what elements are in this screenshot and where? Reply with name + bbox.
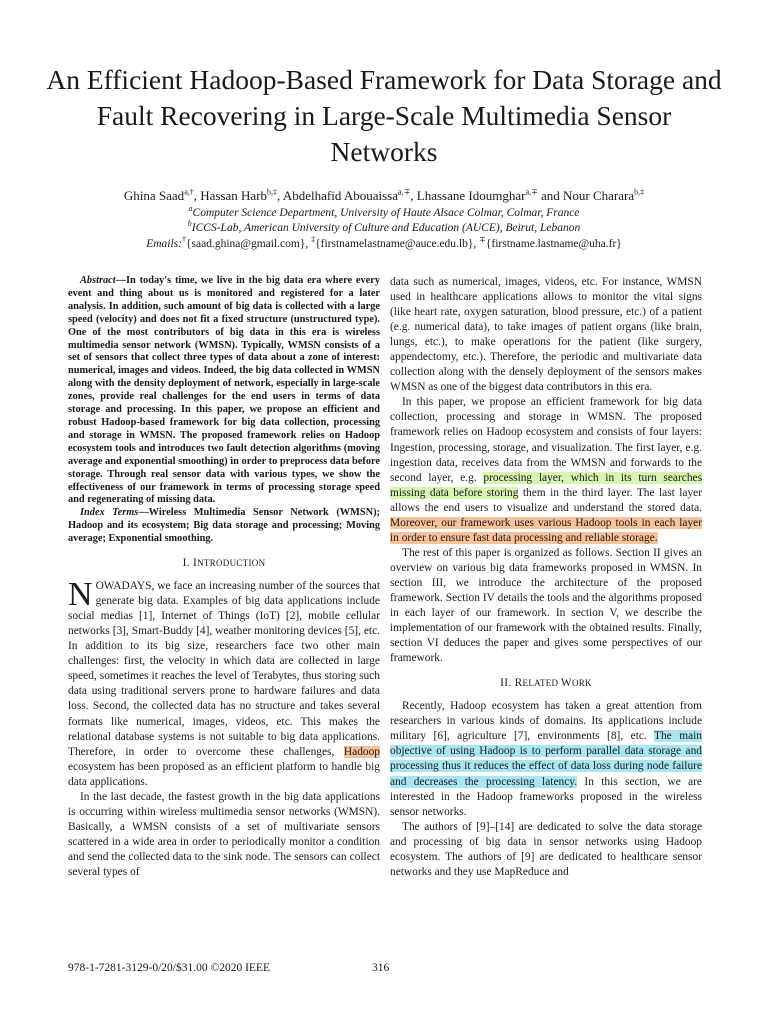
body-text: Recently, Hadoop ecosystem has taken a great attention from researchers in various kinds of domains. Its applications include military [6], agriculture [7], environments [8], etc. [390, 700, 702, 743]
section-title-initial: R [514, 677, 523, 690]
body-text: In this paper, we propose an efficient framework for big data collection, processing and storage in WMSN. The proposed framework relies on Hadoop ecosystem and consists of four layers: Ingestion, processing, storage, and visualization. The first layer, e.g. ingestion data, receives data from the WMSN and forwards to the second layer, e.g. [390, 396, 702, 484]
related-paragraph-1 [390, 699, 702, 819]
author-name: Lhassane Idoumghar [416, 188, 526, 203]
affiliation-a [20, 206, 748, 220]
email-mark: † [181, 235, 186, 245]
affiliation-mark: b [187, 219, 192, 229]
abstract-label: Abstract [80, 275, 116, 286]
email-link[interactable]: {saad.ghina@gmail.com} [185, 238, 306, 250]
author-name: Abdelhafid Abouaissa [282, 188, 399, 203]
email-mark: ‡ [311, 235, 316, 245]
email-mark: ∓ [479, 235, 486, 245]
page-number: 316 [372, 962, 390, 974]
highlight-hadoop[interactable]: Hadoop [343, 745, 380, 758]
section-title-initial: I [193, 557, 198, 570]
paper-title: An Efficient Hadoop-Based Framework for Data Storage and Fault Recovering in Large-Scale Multimedia Sensor Networks [46, 64, 722, 167]
index-terms-text: —Wireless Multimedia Sensor Network (WMSN); Hadoop and its ecosystem; Big data storage and processing; Moving average; Exponential smoothing. [68, 507, 380, 545]
author-mark: b,‡ [267, 187, 278, 197]
right-paragraph-2 [390, 395, 702, 545]
related-paragraph-2: The authors of [9]–[14] are dedicated to solve the data storage and processing of big data in sensor networks using Hadoop ecosystem. The authors of [9] are dedicated to healthcare sensor networks and they use MapReduce and [390, 820, 702, 878]
left-column [68, 275, 380, 880]
footer-isbn: 978-1-7281-3129-0/20/$31.00 ©2020 IEEE [68, 962, 270, 974]
email-line: Emails:†{saad.ghina@gmail.com}, ‡{firstnamelastname@auce.edu.lb}, ∓{firstname.lastname@uha.fr} [146, 235, 622, 250]
author-name: Nour Charara [563, 188, 635, 203]
section-title-initial: W [560, 677, 572, 690]
section-title-rest: ELATED [522, 678, 561, 689]
right-column [390, 275, 702, 880]
section-heading-related-work [390, 676, 702, 691]
author-mark: b,‡ [634, 187, 645, 197]
highlight-hadoop-objective[interactable]: The main objective of using Hadoop is to perform parallel data storage and processing thus it reduces the effect of data loss during node failure and decreases the processing latency. [390, 730, 702, 788]
intro-paragraph-2: In the last decade, the fastest growth in the big data applications is occurring within wireless multimedia sensor networks (WMSN). Basically, a WMSN consists of a set of multivariate sensors scattered in a wide area in order to periodically monitor a condition and send the collected data to the sink node. The sensors can collect several types of [68, 790, 380, 878]
index-terms [68, 507, 380, 546]
highlight-hadoop-tools[interactable]: Moreover, our framework uses various Hadoop tools in each layer in order to ensure fast data processing and reliable storage. [390, 516, 702, 544]
affiliation-text: Computer Science Department, University of Haute Alsace Colmar, Colmar, France [192, 207, 580, 219]
intro-paragraph-1 [68, 576, 380, 790]
abstract-text: —In today's time, we live in the big data era where every event and thing about us is monitored and registered for a later analysis. In addition, such amount of big data is collected with a large speed (velocity) and does not fit a fixed structure (unstructured type). One of the most contributors of big data in this era is wireless multimedia sensor network (WMSN). Typically, WMSN consists of a set of sensors that collect three types of data about a zone of interest: numerical, images and videos. Indeed, the big data collected in WMSN along with the density deployment of network, especially in large-scale zones, provide real challenges for the end users in terms of data storage and processing. In this paper, we propose an efficient and robust Hadoop-based framework for big data collection, processing and storage in WMSN. The proposed framework relies on Hadoop ecosystem tools and introduces two fault detection algorithms (moving average and exponential smoothing) in order to preprocess data before storage. Through real sensor data with various types, we show the effectiveness of our framework in terms of processing storage speed and regenerating of missing data. [68, 275, 380, 506]
drop-cap: N [68, 576, 93, 614]
author-name: Hassan Harb [200, 188, 268, 203]
index-terms-label: Index Terms [80, 507, 139, 519]
section-heading-introduction [68, 556, 380, 571]
right-paragraph-3: The rest of this paper is organized as follows. Section II gives an overview on various big data frameworks proposed in WMSN. In section III, we introduce the architecture of the proposed framework. Section IV details the tools and the algorithms proposed in each layer of our framework. In section V, we describe the implementation of our framework with the obtained results. Finally, section VI deduces the paper and gives some perspectives of our framework. [390, 546, 702, 665]
intro-text: OWADAYS, we face an increasing number of the sources that generate big data. Examples of big data applications include social medias [1], Internet of Things (IoT) [2], mobile cellular networks [3], Smart-Buddy [4], weather monitoring devices [5], etc. In addition to its big size, researchers face two other main challenges: first, the velocity in which data are collected in large speed, sometimes it reaches the level of Terabytes, thus storing such data using traditional servers prone to hardware failures and data loss. Second, the collected data has no structure and takes several formats like numerical, images, videos, etc. This makes the relational database systems is not suitable to big data applications. Therefore, in order to overcome these challenges, [68, 580, 380, 758]
intro-text: ecosystem has been proposed as an efficient platform to handle big data applications. [68, 760, 380, 788]
author-list: Ghina Saad$^{a,\dagger}$, Hassan Harb$^{b,\ddagger}$, Abdelhafid Abouaissa$^{a,\mp}$, Lhassane Idoumghar$^{a,\mp}$ and Nour Charara$^{b,\ddagger}$ [123, 187, 645, 203]
affiliation-b [20, 221, 748, 235]
email-link[interactable]: {firstnamelastname@auce.edu.lb} [315, 238, 474, 250]
abstract [68, 275, 380, 507]
highlight-processing-layer[interactable]: processing layer, which in its turn searches missing data before storing [390, 471, 702, 499]
section-number: I. [182, 557, 190, 570]
affiliation-text: ICCS-Lab, American University of Culture and Education (AUCE), Beirut, Lebanon [191, 222, 581, 234]
author-mark: a,† [184, 187, 194, 197]
section-number: II. [500, 677, 512, 690]
right-paragraph-1: data such as numerical, images, videos, etc. For instance, WMSN used in healthcare applications allows to monitor the vital signs (like heart rate, oxygen saturation, blood pressure, etc.) of a patient (e.g. numerical data), to take images of patient organs (like brain, lungs, etc.), to make operations for the patient (like surgery, appendectomy, etc.). Therefore, the periodic and multivariate data collection along with the densely deployment of the sensors makes WMSN as one of the biggest data contributors in this era. [390, 276, 702, 394]
emails-label: Emails: [146, 238, 182, 250]
body-text: them in the third layer. The last layer allows the end users to visualize and understand the stored data. [390, 486, 702, 514]
author-name: Ghina Saad [123, 188, 185, 203]
section-title-rest: ORK [571, 678, 592, 689]
author-mark: a,∓ [398, 187, 411, 197]
affiliation-mark: a [188, 204, 193, 214]
section-title-rest: NTRODUCTION [197, 558, 266, 569]
email-link[interactable]: {firstname.lastname@uha.fr} [485, 238, 622, 250]
author-mark: a,∓ [525, 187, 538, 197]
body-text: In this section, we are interested in the Hadoop frameworks proposed in the wireless sensor networks. [390, 775, 702, 818]
